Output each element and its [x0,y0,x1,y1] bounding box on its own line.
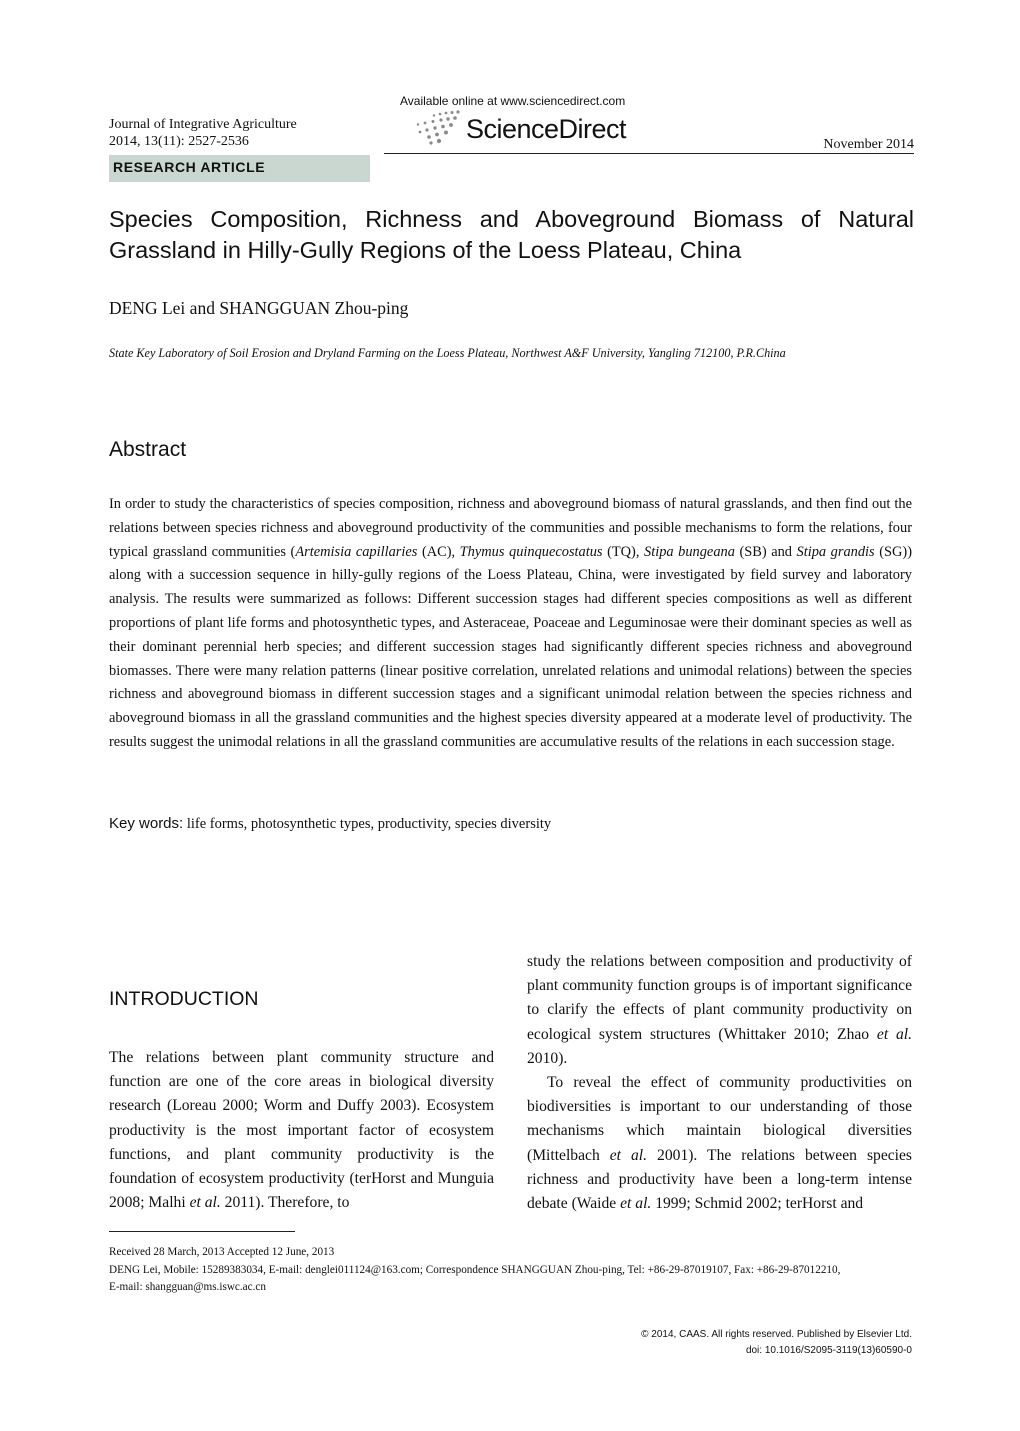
received-dates: Received 28 March, 2013 Accepted 12 June, 2013 [109,1246,335,1258]
species-name: Stipa grandis [796,543,875,560]
article-type-badge: RESEARCH ARTICLE [109,155,370,182]
introduction-right-paragraph-1: study the relations between composition and productivity of plant community function groups is of important significance to clarify the effects of plant community productivity on ecological system structures (Whittaker 2010; Zhao et al. 2010). [527,953,912,1067]
keywords [109,815,551,833]
copyright-notice: © 2014, CAAS. All rights reserved. Published by Elsevier Ltd. [641,1329,912,1340]
correspondence-email: E-mail: shangguan@ms.iswc.ac.cn [109,1281,266,1294]
sciencedirect-logo-text: ScienceDirect [466,114,627,144]
article-title: Species Composition, Richness and Aboveground Biomass of Natural Grassland in Hilly-Gully Regions of the Loess Plateau, China [109,206,914,263]
species-name: Stipa bungeana [644,543,735,560]
keywords-label: Key words: [109,815,184,832]
footnote-divider [109,1231,295,1232]
header-divider [384,153,914,154]
available-online-text: Available online at www.sciencedirect.com [400,94,626,108]
species-name: Artemisia capillaries [295,543,418,560]
publication-date: November 2014 [823,137,914,152]
doi: doi: 10.1016/S2095-3119(13)60590-0 [745,1345,912,1356]
authors: DENG Lei and SHANGGUAN Zhou-ping [109,298,409,318]
introduction-right-paragraph-2: To reveal the effect of community productivities on biodiversities is important to our understanding of those mechanisms which maintain biological diversities (Mittelbach et al. 2001). The relations between species richness and productivity have been a long-term intense debate (Waide et al. 1999; Schmid 2002; terHorst and [527,1074,912,1213]
introduction-heading: INTRODUCTION [109,988,259,1010]
journal-issue: 2014, 13(11): 2527-2536 [109,134,249,149]
abstract-heading: Abstract [109,438,187,461]
author-contact: DENG Lei, Mobile: 15289383034, E-mail: denglei011124@163.com; Correspondence SHANGGUAN Zhou-ping, Tel: +86-29-87019107, Fax: +86-29-87012210, [109,1263,841,1276]
journal-name: Journal of Integrative Agriculture [109,117,297,132]
keywords-list: life forms, photosynthetic types, productivity, species diversity [183,816,552,832]
footnotes [109,1244,912,1297]
sciencedirect-logo-icon [412,109,462,145]
abstract-text: In order to study the characteristics of species composition, richness and aboveground biomass of natural grasslands, and then find out the relations between species richness and aboveground productivity of the communities and possible mechanisms to form the relations, four typical grassland communities (Artemisia capillaries (AC), Thymus quinquecostatus (TQ), Stipa bungeana (SB) and Stipa grandis (SG)) along with a succession sequence in hilly-gully regions of the Loess Plateau, China, were investigated by field survey and laboratory analysis. The results were summarized as follows: Different succession stages had different species compositions as well as different proportions of plant life forms and photosynthetic types, and Asteraceae, Poaceae and Leguminosae were their dominant species as well as their dominant perennial herb species; and different succession stages had significantly different species richness and aboveground biomasses. There were many relation patterns (linear positive correlation, unrelated relations and unimodal relations) between the species richness and aboveground biomass in different succession stages and a significant unimodal relation between the species richness and aboveground biomass in all the grassland communities and the highest species diversity appeared at a moderate level of productivity. The results suggest the unimodal relations in all the grassland communities are accumulative results of the relations in each succession stage. [109,496,912,750]
introduction-left-column: The relations between plant community structure and function are one of the core areas in biological diversity research (Loreau 2000; Worm and Duffy 2003). Ecosystem productivity is the most important factor of ecosystem functions, and plant community productivity is the foundation of ecosystem productivity (terHorst and Munguia 2008; Malhi et al. 2011). Therefore, to [109,1049,494,1212]
species-name: Thymus quinquecostatus [459,543,603,560]
affiliation: State Key Laboratory of Soil Erosion and Dryland Farming on the Loess Plateau, Northwest A&F University, Yangling 712100, P.R.China [109,346,786,360]
